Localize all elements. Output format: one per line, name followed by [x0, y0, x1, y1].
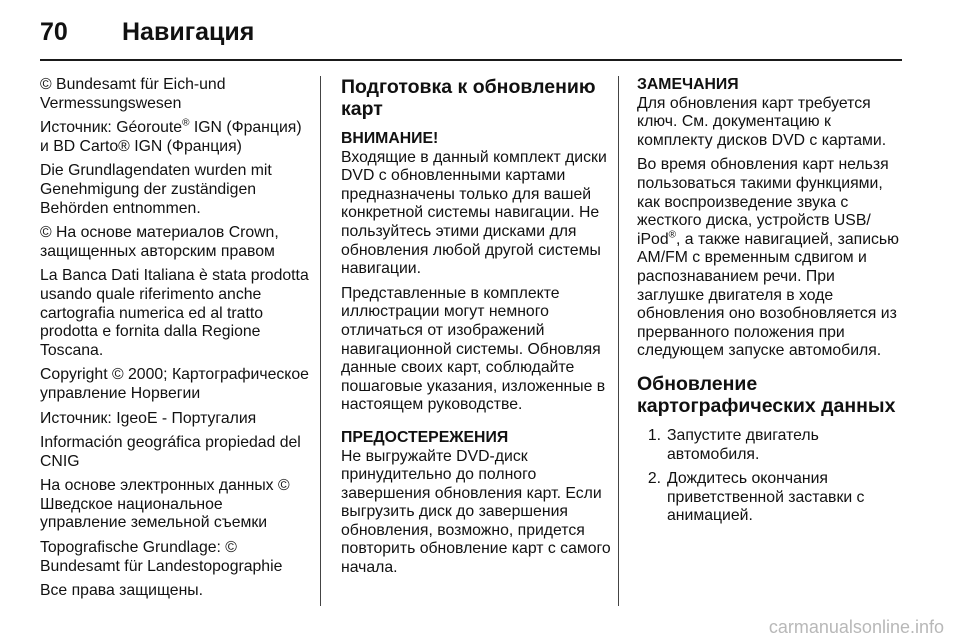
step-text: Запустите двигатель автомобиля.	[667, 426, 819, 463]
caution-text: Не выгружайте DVD-диск принудительно до полного завершения обновления карт. Если выгрузить диск до завершения обновления, возможно, придется повторить обновление карт с самого начала.	[341, 447, 611, 577]
copyright-line: © Bundesamt für Eich-und Vermessungswesen	[40, 76, 226, 112]
copyright-line: Die Grundlagendaten wurden mit Genehmigung der zuständigen Behörden entnommen.	[40, 162, 272, 217]
copyright-line: Источник: Géoroute® IGN (Франция) и BD Carto® IGN (Франция)	[40, 117, 302, 155]
copyright-line: La Banca Dati Italiana è stata prodotta usando quale riferimento anche cartografia numerica ed al tratto prodotta e fornita dalla Regione Toscana.	[40, 267, 309, 359]
copyright-line: Все права защищены.	[40, 582, 204, 600]
list-item	[637, 427, 905, 464]
body-paragraph: Представленные в комплекте иллюстрации могут немного отличаться от изображений навигационной системы. Обновляя данные своих карт, соблюдайте пошаговые указания, изложенные в настоящем руководстве.	[341, 284, 606, 414]
page-title: Навигация	[122, 17, 255, 46]
column-copyrights	[40, 76, 310, 607]
section-heading-update: Обновление картографических данных	[637, 372, 896, 417]
warning-text: Входящие в данный комплект диски DVD с обновленными картами предназначены только для вашей конкретной системы навигации. Не пользуйтесь этими дисками для обновления любой другой системы навигации.	[341, 148, 607, 278]
column-divider-1	[320, 76, 321, 606]
page-header	[40, 14, 254, 50]
copyright-line: © На основе материалов Crown, защищенных авторским правом	[40, 224, 279, 260]
column-divider-2	[618, 76, 619, 606]
section-heading-preparation: Подготовка к обновлению карт	[341, 76, 596, 120]
column-preparation	[341, 76, 611, 584]
note-title: ЗАМЕЧАНИЯ	[637, 76, 739, 93]
watermark: carmanualsonline.info	[768, 617, 944, 637]
copyright-line: Topografische Grundlage: © Bundesamt für Landestopographie	[40, 539, 283, 575]
header-rule	[40, 59, 902, 61]
copyright-line: На основе электронных данных © Шведское национальное управление земельной съемки	[40, 477, 290, 532]
body-paragraph: Во время обновления карт нельзя пользоваться такими функциями, как воспроизведение звука с жесткого диска, устройств USB/ iPod®, а также навигацией, записью AM/FM с временным сдвигом и распознаванием речи. При заглушке двигателя в ходе обновления оно возобновляется из прерванного положения при следующем запуске автомобиля.	[637, 156, 900, 360]
step-number: 1.	[647, 426, 661, 444]
steps-list	[637, 427, 905, 526]
list-item	[637, 470, 905, 526]
copyright-line: Información geográfica propiedad del CNIG	[40, 434, 301, 470]
step-number: 2.	[647, 470, 661, 488]
caution-title: ПРЕДОСТЕРЕЖЕНИЯ	[341, 428, 509, 446]
warning-title: ВНИМАНИЕ!	[341, 130, 439, 147]
page-number: 70	[40, 17, 68, 46]
note-text: Для обновления карт требуется ключ. См. документацию к комплекту дисков DVD с картами.	[637, 94, 887, 149]
column-notes	[637, 76, 905, 532]
copyright-line: Источник: IgeoE - Португалия	[40, 409, 257, 427]
copyright-line: Copyright © 2000; Картографическое управление Норвегии	[40, 366, 309, 402]
step-text: Дождитесь окончания приветственной заставки с анимацией.	[667, 470, 865, 525]
